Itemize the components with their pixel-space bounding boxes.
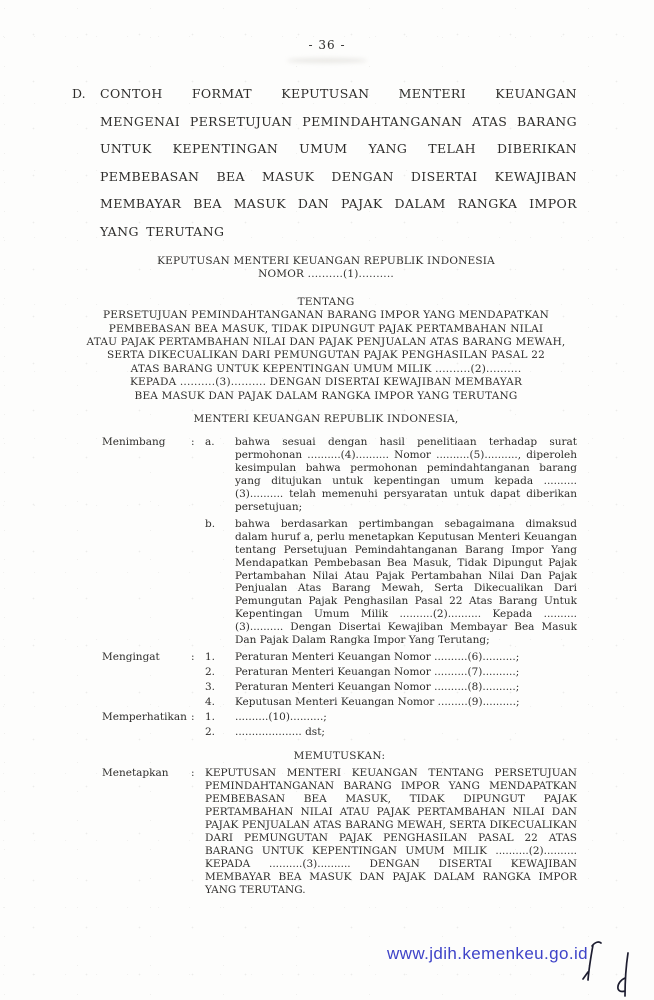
colon-separator: : [191, 436, 195, 449]
item-marker: 1. [205, 650, 216, 663]
label-spacer [102, 666, 191, 679]
decree-subject-line: ATAS BARANG UNTUK KEPENTINGAN UMUM MILIK ..........(2).......... [130, 362, 522, 375]
item-text: Peraturan Menteri Keuangan Nomor ..........(6)..........; [235, 650, 520, 663]
scan-smudge-artifact [287, 58, 367, 63]
mengingat-item-2 [102, 666, 577, 679]
memperhatikan-item-1 [102, 711, 577, 724]
item-text: bahwa sesuai dengan hasil penelitiaan terhadap surat permohonan ..........(4).......... Nomor ..........(5).........., diperoleh kesimpulan bahwa permohonan pemindahtanganan barang yang ditujukan untuk kepentingan umum kepada ..........(3).......... telah memenuhi persyaratan untuk dapat diberikan persetujuan; [235, 436, 577, 513]
label-spacer [102, 726, 191, 739]
item-marker: 2. [205, 725, 216, 738]
item-text: Keputusan Menteri Keuangan Nomor .........(9)..........; [235, 695, 520, 708]
colon-spacer [191, 696, 205, 709]
decree-subject-line: PEMBEBASAN BEA MASUK, TIDAK DIPUNGUT PAJAK PERTAMBAHAN NILAI [108, 322, 544, 335]
item-marker: 1. [205, 710, 216, 723]
decree-subject-line: SERTA DIKECUALIKAN DARI PEMUNGUTAN PAJAK PENGHASILAN PASAL 22 [107, 349, 545, 362]
handwritten-paraf-icon [610, 950, 642, 1000]
memutuskan-heading: MEMUTUSKAN: [293, 750, 386, 763]
mengingat-item-3 [102, 681, 577, 694]
item-text: Peraturan Menteri Keuangan Nomor ..........(7)..........; [235, 665, 520, 678]
tentang-label: TENTANG [297, 295, 355, 308]
decree-subject-line: ATAU PAJAK PERTAMBAHAN NILAI DAN PAJAK PENJUALAN ATAS BARANG MEWAH, [86, 336, 566, 349]
decree-subject-line: KEPADA ..........(3).......... DENGAN DISERTAI KEWAJIBAN MEMBAYAR [129, 376, 523, 389]
colon-separator: : [191, 710, 195, 723]
memperhatikan-label: Memperhatikan [102, 710, 187, 723]
colon-spacer [191, 681, 205, 694]
item-marker: b. [205, 517, 216, 530]
label-spacer [102, 696, 191, 709]
menetapkan-clause [102, 767, 577, 896]
mengingat-label: Mengingat [102, 650, 160, 663]
jdih-watermark-link: www.jdih.kemenkeu.go.id [387, 944, 589, 963]
decree-number-line: NOMOR ..........(1).......... [258, 268, 394, 281]
item-marker: 3. [205, 680, 216, 693]
decree-subject-line: PERSETUJUAN PEMINDAHTANGANAN BARANG IMPOR YANG MENDAPATKAN [103, 309, 549, 322]
mengingat-item-1 [102, 651, 577, 664]
item-marker: 4. [205, 695, 216, 708]
label-spacer [102, 681, 191, 694]
item-marker: a. [205, 436, 215, 449]
item-marker: 2. [205, 665, 216, 678]
menetapkan-label: Menetapkan [102, 767, 169, 780]
label-spacer [102, 518, 191, 647]
issuer-line: MENTERI KEUANGAN REPUBLIK INDONESIA, [193, 413, 459, 426]
menimbang-label: Menimbang [102, 436, 166, 449]
menimbang-item-b [102, 518, 577, 647]
memperhatikan-item-2 [102, 726, 577, 739]
colon-spacer [191, 666, 205, 679]
mengingat-item-4 [102, 696, 577, 709]
item-text: bahwa berdasarkan pertimbangan sebagaimana dimaksud dalam huruf a, perlu menetapkan Keputusan Menteri Keuangan tentang Persetujuan Pemindahtanganan Barang Impor Yang Mendapatkan Pembebasan Bea Masuk, Tidak Dipungut Pajak Pertambahan Nilai Atau Pajak Pertambahan Nilai Dan Pajak Penjualan Atas Barang Mewah, Serta Dikecualikan Dari Pemungutan Pajak Penghasilan Pasal 22 Atas Barang Untuk Kepentingan Umum Milik ..........(2).......... Kepada ..........(3).......... Dengan Disertai Kewajiban Membayar Bea Masuk Dan Pajak Dalam Rangka Impor Yang Terutang; [235, 517, 577, 647]
page-number: - 36 - [308, 38, 346, 52]
item-text: ..........(10)..........; [235, 710, 327, 723]
section-title: CONTOH FORMAT KEPUTUSAN MENTERI KEUANGAN MENGENAI PERSETUJUAN PEMINDAHTANGANAN ATAS BARANG UNTUK KEPENTINGAN UMUM YANG TELAH DIBERIKAN PEMBEBASAN BEA MASUK DENGAN DISERTAI KEWAJIBAN MEMBAYAR BEA MASUK DAN PAJAK DALAM RANGKA IMPOR YANG TERUTANG [100, 86, 577, 239]
handwritten-paraf-icon [578, 938, 608, 990]
decree-clauses [102, 436, 577, 896]
decree-title-block [68, 255, 584, 426]
menetapkan-text: KEPUTUSAN MENTERI KEUANGAN TENTANG PERSETUJUAN PEMINDAHTANGANAN BARANG IMPOR YANG MENDAPATKAN PEMBEBASAN BEA MASUK, TIDAK DIPUNGUT PAJAK PERTAMBAHAN NILAI ATAU PAJAK PERTAMBAHAN NILAI DAN PAJAK PENJUALAN ATAS BARANG MEWAH, SERTA DIKECUALIKAN DARI PEMUNGUTAN PAJAK PENGHASILAN PASAL 22 ATAS BARANG UNTUK KEPENTINGAN UMUM MILIK ..........(2).......... KEPADA ..........(3).......... DENGAN DISERTAI KEWAJIBAN MEMBAYAR BEA MASUK DAN PAJAK DALAM RANGKA IMPOR YANG TERUTANG. [205, 767, 577, 896]
colon-separator: : [191, 767, 195, 780]
section-letter: D. [72, 86, 86, 101]
item-text: .................... dst; [235, 725, 325, 738]
menimbang-item-a [102, 436, 577, 513]
spacer [68, 282, 584, 296]
colon-separator: : [191, 650, 195, 663]
colon-spacer [191, 518, 205, 647]
decree-heading: KEPUTUSAN MENTERI KEUANGAN REPUBLIK INDONESIA [157, 255, 495, 267]
item-text: Peraturan Menteri Keuangan Nomor ..........(8)..........; [235, 680, 520, 693]
decree-subject-line: BEA MASUK DAN PAJAK DALAM RANGKA IMPOR YANG TERUTANG [134, 389, 518, 402]
colon-spacer [191, 726, 205, 739]
section-d-heading [72, 80, 577, 245]
